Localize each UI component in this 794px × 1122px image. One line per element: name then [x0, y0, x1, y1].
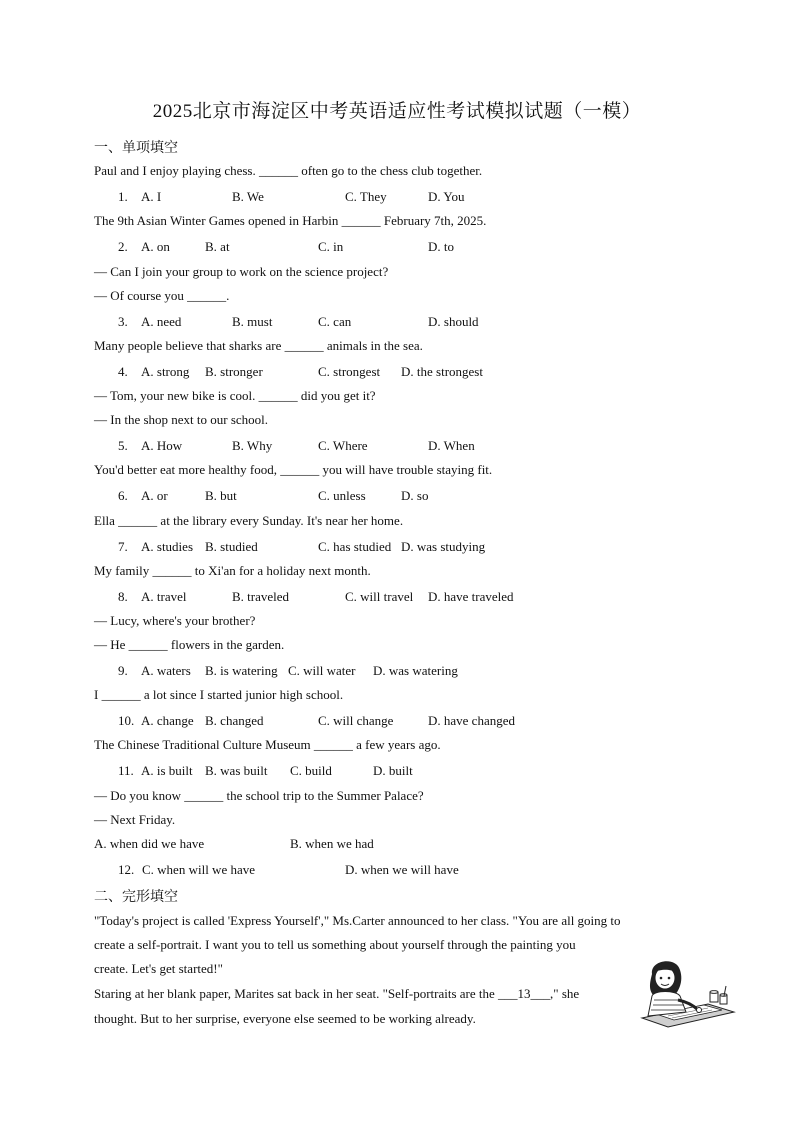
- answer-option[interactable]: B. stronger: [205, 364, 263, 379]
- answer-option[interactable]: C. unless: [318, 488, 366, 503]
- answer-option[interactable]: A. on: [141, 239, 170, 254]
- answer-option[interactable]: C. will travel: [345, 589, 414, 604]
- question-number: 8.: [118, 589, 128, 604]
- options-row: [0, 589, 794, 607]
- answer-option[interactable]: D. was watering: [373, 663, 458, 678]
- question-number: 10.: [118, 713, 135, 728]
- answer-option[interactable]: D. when we will have: [345, 862, 459, 877]
- question-stem: The Chinese Traditional Culture Museum ______ a few years ago.: [94, 737, 441, 752]
- answer-option[interactable]: B. Why: [232, 438, 273, 453]
- question-number: 4.: [118, 364, 128, 379]
- answer-option[interactable]: B. was built: [205, 763, 268, 778]
- options-row: [0, 663, 794, 681]
- options-row: [0, 539, 794, 557]
- answer-option[interactable]: D. was studying: [401, 539, 486, 554]
- question-stem: — Can I join your group to work on the science project?: [94, 264, 389, 279]
- question-stem: The 9th Asian Winter Games opened in Harbin ______ February 7th, 2025.: [94, 213, 487, 228]
- question-number: 9.: [118, 663, 128, 678]
- answer-option[interactable]: C. They: [345, 189, 387, 204]
- answer-option[interactable]: C. Where: [318, 438, 368, 453]
- passage-line: "Today's project is called 'Express Yourself'," Ms.Carter announced to her class. "You are all going to: [94, 913, 621, 928]
- question-stem: — Do you know ______ the school trip to the Summer Palace?: [94, 788, 424, 803]
- question-number: 12.: [118, 862, 135, 877]
- answer-option[interactable]: A. change: [141, 713, 194, 728]
- answer-option[interactable]: D. should: [428, 314, 479, 329]
- answer-option[interactable]: B. studied: [205, 539, 258, 554]
- question-number: 2.: [118, 239, 128, 254]
- answer-option[interactable]: C. build: [290, 763, 332, 778]
- options-row: [0, 314, 794, 332]
- options-row: [0, 189, 794, 207]
- answer-option[interactable]: A. need: [141, 314, 182, 329]
- options-row: [0, 239, 794, 257]
- answer-option[interactable]: D. have traveled: [428, 589, 514, 604]
- options-row: [0, 763, 794, 781]
- question-number: 7.: [118, 539, 128, 554]
- answer-option[interactable]: D. You: [428, 189, 465, 204]
- question-stem: My family ______ to Xi'an for a holiday next month.: [94, 563, 371, 578]
- options-row: [0, 488, 794, 506]
- answer-option[interactable]: D. to: [428, 239, 454, 254]
- question-stem: — Tom, your new bike is cool. ______ did you get it?: [94, 388, 376, 403]
- passage-line: create a self-portrait. I want you to tell us something about yourself through the painting you: [94, 937, 576, 952]
- options-row: [0, 364, 794, 382]
- passage-line: thought. But to her surprise, everyone else seemed to be working already.: [94, 1011, 476, 1026]
- question-number: 11.: [118, 763, 134, 778]
- options-row: [0, 862, 794, 880]
- answer-option[interactable]: A. studies: [141, 539, 193, 554]
- options-row: [0, 713, 794, 731]
- answer-option[interactable]: A. waters: [141, 663, 191, 678]
- girl-drawing-at-desk-illustration: [638, 956, 736, 1028]
- answer-option[interactable]: D. the strongest: [401, 364, 483, 379]
- answer-option[interactable]: A. is built: [141, 763, 193, 778]
- question-number: 3.: [118, 314, 128, 329]
- question-stem: You'd better eat more healthy food, ______ you will have trouble staying fit.: [94, 462, 493, 477]
- answer-option[interactable]: C. has studied: [318, 539, 392, 554]
- passage-line: create. Let's get started!": [94, 961, 223, 976]
- question-stem: — Lucy, where's your brother?: [94, 613, 256, 628]
- question-number: 5.: [118, 438, 128, 453]
- question-stem: — He ______ flowers in the garden.: [94, 637, 285, 652]
- answer-option[interactable]: D. built: [373, 763, 413, 778]
- answer-option[interactable]: B. but: [205, 488, 237, 503]
- section-2-heading: 二、完形填空: [94, 889, 178, 905]
- answer-option[interactable]: B. must: [232, 314, 273, 329]
- answer-option[interactable]: C. will change: [318, 713, 394, 728]
- question-stem: Many people believe that sharks are ______ animals in the sea.: [94, 338, 423, 353]
- answer-option[interactable]: B. is watering: [205, 663, 278, 678]
- answer-option[interactable]: C. can: [318, 314, 352, 329]
- answer-option[interactable]: A. strong: [141, 364, 190, 379]
- answer-option[interactable]: A. I: [141, 189, 162, 204]
- question-number: 6.: [118, 488, 128, 503]
- answer-option[interactable]: D. have changed: [428, 713, 515, 728]
- answer-option[interactable]: A. when did we have: [94, 836, 205, 851]
- section-1-heading: 一、单项填空: [94, 140, 178, 156]
- options-row: [0, 836, 794, 854]
- answer-option[interactable]: B. traveled: [232, 589, 290, 604]
- passage-line: Staring at her blank paper, Marites sat back in her seat. "Self-portraits are the ___13___," she: [94, 986, 580, 1001]
- answer-option[interactable]: D. When: [428, 438, 475, 453]
- question-stem: Paul and I enjoy playing chess. ______ often go to the chess club together.: [94, 163, 483, 178]
- page-title: 2025北京市海淀区中考英语适应性考试模拟试题（一模）: [152, 101, 642, 122]
- answer-option[interactable]: C. strongest: [318, 364, 381, 379]
- answer-option[interactable]: A. How: [141, 438, 183, 453]
- options-row: [0, 438, 794, 456]
- question-stem: — Of course you ______.: [94, 288, 230, 303]
- question-stem: — Next Friday.: [94, 812, 176, 827]
- answer-option[interactable]: D. so: [401, 488, 429, 503]
- question-stem: I ______ a lot since I started junior high school.: [94, 687, 344, 702]
- answer-option[interactable]: B. changed: [205, 713, 264, 728]
- question-stem: Ella ______ at the library every Sunday. It's near her home.: [94, 513, 404, 528]
- answer-option[interactable]: A. travel: [141, 589, 187, 604]
- answer-option[interactable]: B. at: [205, 239, 230, 254]
- answer-option[interactable]: C. will water: [288, 663, 356, 678]
- answer-option[interactable]: B. We: [232, 189, 264, 204]
- question-number: 1.: [118, 189, 128, 204]
- answer-option[interactable]: C. when will we have: [142, 862, 256, 877]
- question-stem: — In the shop next to our school.: [94, 412, 269, 427]
- answer-option[interactable]: C. in: [318, 239, 344, 254]
- answer-option[interactable]: A. or: [141, 488, 168, 503]
- answer-option[interactable]: B. when we had: [290, 836, 374, 851]
